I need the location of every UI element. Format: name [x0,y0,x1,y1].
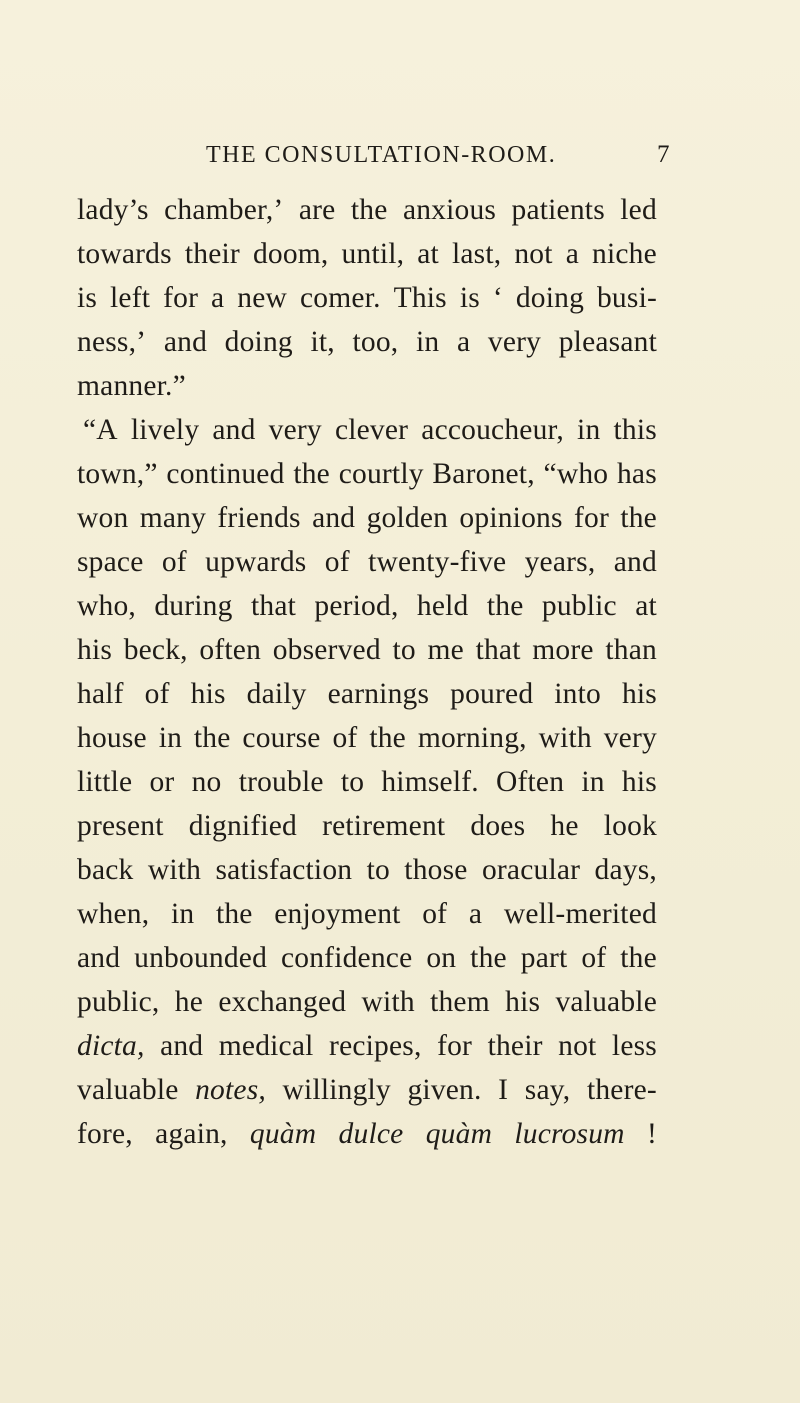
word: and [613,546,657,578]
word: exchanged [218,986,347,1018]
word: dignified [188,810,297,842]
word: willingly [282,1074,391,1106]
word: or [149,766,175,798]
text-line [77,628,657,672]
word: look [603,810,657,842]
word: are [298,194,336,226]
word: a [468,898,483,930]
word: of [144,678,170,710]
word: many [139,502,207,534]
word: in [577,414,601,446]
text-line [77,540,657,584]
word: very [603,722,657,754]
word: with [147,854,202,886]
word: pleasant [558,326,657,358]
text-line [77,1024,657,1068]
word: I [498,1074,509,1106]
word: for [163,282,199,314]
word: town,” [77,458,158,490]
word: anxious [402,194,497,226]
word: patients [511,194,605,226]
word: with [361,986,415,1018]
word: in [158,722,183,754]
word: has [616,458,657,490]
word: period, [314,590,399,622]
word: of [324,546,350,578]
word: it, [310,326,335,358]
word: his [190,678,226,710]
word: oracular [481,854,581,886]
word: the [369,722,406,754]
text-line [77,804,657,848]
word: the [486,590,524,622]
page-number: 7 [657,141,670,168]
word: part [520,942,568,974]
word: with [538,722,592,754]
word: into [554,678,601,710]
word: golden [366,502,449,534]
word: for [437,1030,473,1062]
word: friends [217,502,301,534]
word: This [393,282,447,314]
word: when, [77,898,150,930]
word: and [77,942,121,974]
word: held [416,590,469,622]
word: a [565,238,579,270]
word: in [581,766,605,798]
word: of [161,546,187,578]
text-line [77,364,657,408]
word: and [212,414,256,446]
word: busi- [596,282,657,314]
word: twenty-five [368,546,507,578]
word: beck, [123,634,188,666]
word: Often [496,766,565,798]
word: and [312,502,356,534]
word: “A [83,414,118,446]
word: lady’s [77,194,149,226]
word: “who [543,458,609,490]
word: at [635,590,657,622]
word: than [605,634,657,666]
word: less [611,1030,657,1062]
word: notes, [195,1074,266,1106]
word: not [558,1030,597,1062]
word: who, [77,590,136,622]
running-head: THE CONSULTATION-ROOM. [206,142,557,168]
word: to [340,766,365,798]
word: lucrosum [514,1118,625,1150]
word: ! [646,1118,657,1150]
word: led [620,194,657,226]
text-line [77,188,657,232]
text-line [77,848,657,892]
word: does [470,810,526,842]
word: public [541,590,617,622]
word: daily [246,678,307,710]
word: those [404,854,468,886]
word: space [77,546,144,578]
word: of [332,722,358,754]
word: half [77,678,124,710]
word: quàm [249,1118,317,1150]
word: of [581,942,607,974]
word: unbounded [134,942,268,974]
word: me [427,634,464,666]
word: niche [592,238,657,270]
word: years, [524,546,596,578]
word: in [170,898,195,930]
word: fore, [77,1118,133,1150]
text-line [77,320,657,364]
word: public, [77,986,160,1018]
word: lively [130,414,200,446]
word: very [268,414,322,446]
body-text [77,188,657,1268]
word: clever [334,414,409,446]
word: dulce [338,1118,404,1150]
word: too, [352,326,399,358]
text-line [77,892,657,936]
word: the [215,898,253,930]
word: the [193,722,231,754]
word: ‘ [492,282,503,314]
word: is [459,282,480,314]
word: again, [155,1118,228,1150]
word: present [77,810,164,842]
word: enjoyment [274,898,401,930]
word: this [613,414,657,446]
word: often [199,634,262,666]
word: well-merited [503,898,657,930]
word: satisfaction [215,854,353,886]
word: no [191,766,222,798]
text-line [77,232,657,276]
text-line [77,980,657,1024]
word: at [417,238,439,270]
word: not [514,238,553,270]
word: to [366,854,390,886]
text-line [77,452,657,496]
word: during [154,590,233,622]
word: the [620,502,657,534]
word: courtly [338,458,424,490]
word: his [505,986,541,1018]
word: confidence [280,942,413,974]
word: upwards [205,546,307,578]
text-line [77,672,657,716]
word: his [621,766,657,798]
word: last, [451,238,502,270]
word: until, [341,238,405,270]
word: of [422,898,448,930]
word: for [573,502,609,534]
word: his [77,634,113,666]
word: say, [524,1074,571,1106]
word: a [456,326,471,358]
word: morning, [417,722,527,754]
word: earnings [327,678,430,710]
word: very [487,326,542,358]
text-line [77,716,657,760]
word: recipes, [329,1030,422,1062]
word: their [184,238,240,270]
word: that [250,590,297,622]
word: and [160,1030,204,1062]
word: doing [515,282,585,314]
word: in [415,326,440,358]
word: and [163,326,208,358]
word: manner.” [77,370,186,402]
text-line [77,276,657,320]
word: doom, [252,238,329,270]
word: valuable [555,986,657,1018]
text-line [77,408,657,452]
word: house [77,722,147,754]
text-line [77,936,657,980]
word: medical [218,1030,314,1062]
word: accoucheur, [421,414,564,446]
word: he [174,986,204,1018]
word: trouble [238,766,324,798]
word: continued [166,458,285,490]
word: the [350,194,388,226]
word: given. [407,1074,482,1106]
word: doing [224,326,293,358]
word: quàm [425,1118,493,1150]
word: opinions [459,502,563,534]
word: valuable [77,1074,179,1106]
word: that [475,634,521,666]
word: he [550,810,579,842]
word: chamber,’ [164,194,284,226]
word: on [426,942,457,974]
word: the [470,942,507,974]
word: is [77,282,98,314]
word: left [110,282,151,314]
word: to [392,634,416,666]
text-line [77,1068,657,1112]
word: the [620,942,657,974]
word: their [487,1030,543,1062]
word: towards [77,238,172,270]
word: dicta, [77,1030,145,1062]
word: Baronet, [432,458,535,490]
text-line [77,496,657,540]
word: a [211,282,225,314]
word: there- [586,1074,657,1106]
word: his [621,678,657,710]
word: new [237,282,288,314]
word: little [77,766,133,798]
text-line [77,760,657,804]
word: them [430,986,490,1018]
word: won [77,502,129,534]
text-line [77,584,657,628]
word: ness,’ [77,326,147,358]
text-line [77,1112,657,1156]
word: the [293,458,330,490]
word: comer. [300,282,381,314]
word: poured [450,678,534,710]
word: retirement [322,810,446,842]
word: course [242,722,321,754]
word: observed [272,634,381,666]
word: himself. [381,766,479,798]
word: days, [594,854,657,886]
word: more [532,634,594,666]
word: back [77,854,134,886]
